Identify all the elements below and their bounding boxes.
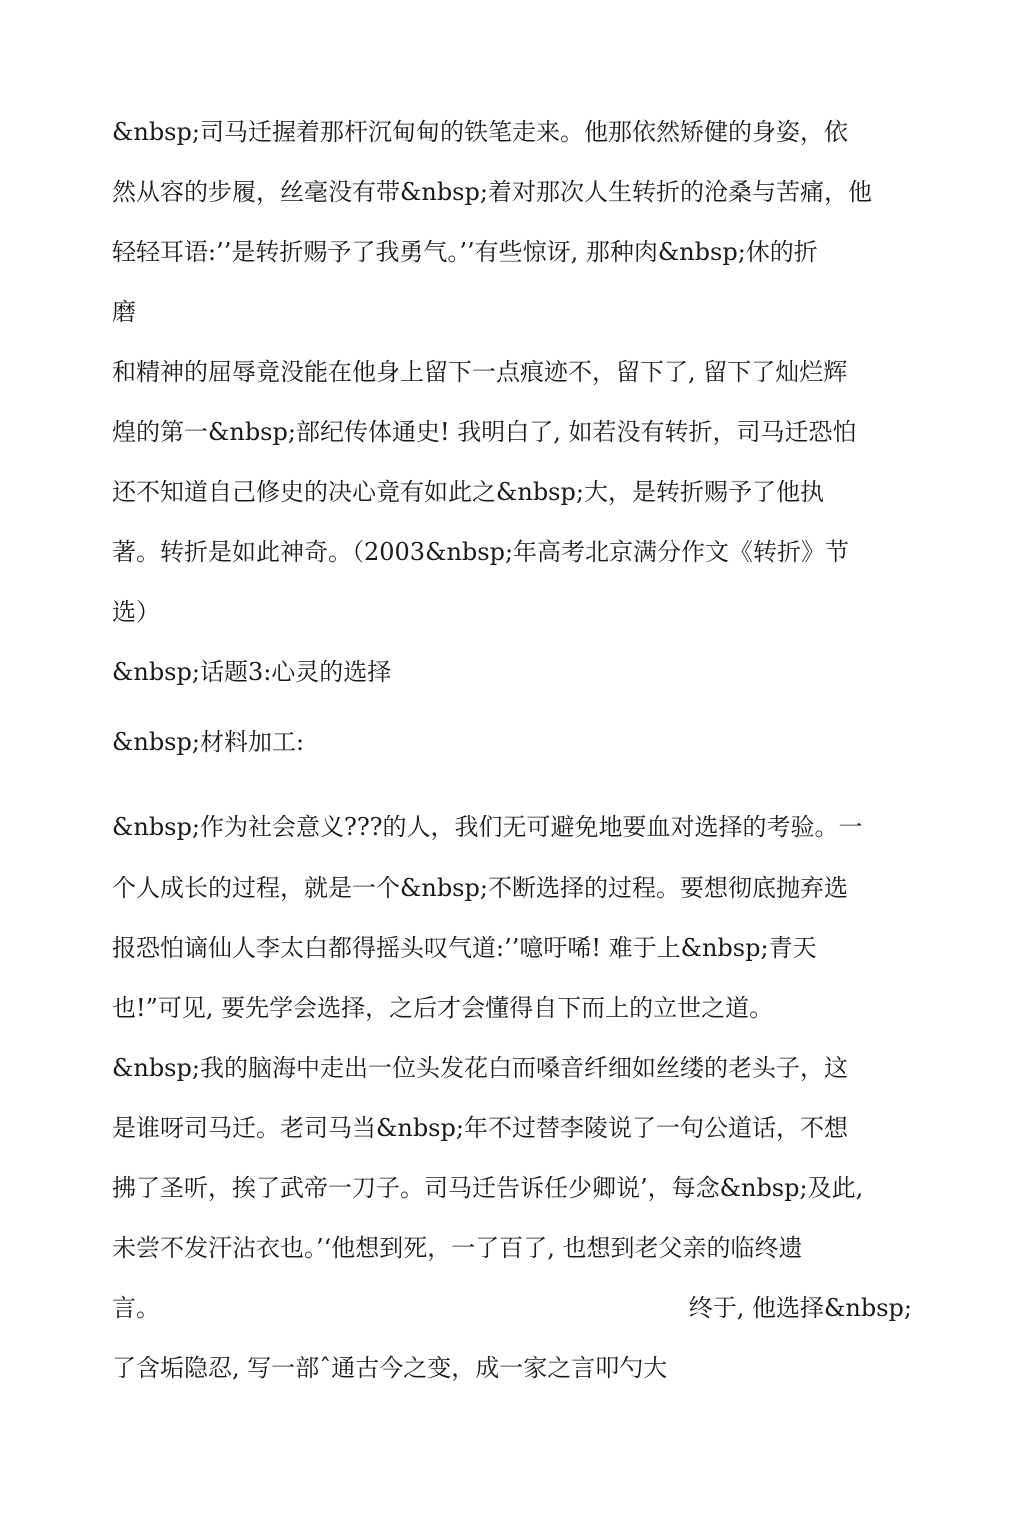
- text-line: 著。转折是如此神奇。（2003&nbsp;年高考北京满分作文《转折》节: [112, 538, 850, 566]
- text-line: 还不知道自己修史的决心竟有如此之&nbsp;大，是转折赐予了他执: [112, 478, 824, 506]
- topic-heading: &nbsp;话题3:心灵的选择: [112, 658, 392, 686]
- text-line: 个人成长的过程，就是一个&nbsp;不断选择的过程。要想彻底抛弃选: [112, 874, 848, 902]
- text-line: 磨: [112, 298, 136, 326]
- split-line-right: 终于, 他选择&nbsp;: [688, 1294, 912, 1322]
- text-line: 是谁呀司马迁。老司马当&nbsp;年不过替李陵说了一句公道话，不想: [112, 1114, 848, 1142]
- text-line: 轻轻耳语:’’是转折赐予了我勇气。’’有些惊讶, 那种肉&nbsp;休的折: [112, 238, 818, 266]
- text-line: &nbsp;司马迁握着那杆沉甸甸的铁笔走来。他那依然矫健的身姿，依: [112, 118, 848, 146]
- text-line: 然从容的步履，丝毫没有带&nbsp;着对那次人生转折的沧桑与苦痛，他: [112, 178, 872, 206]
- text-line: 也!”可见, 要先学会选择，之后才会懂得自下而上的立世之道。: [112, 994, 774, 1022]
- text-line: 拂了圣听，挨了武帝一刀子。司马迁告诉任少卿说’，每念&nbsp;及此,: [112, 1174, 864, 1202]
- text-line: &nbsp;作为社会意义???的人，我们无可避免地要血对选择的考验。一: [112, 813, 863, 841]
- text-line-split: [112, 1293, 912, 1323]
- split-line-left: 言。: [112, 1294, 160, 1322]
- text-line: 煌的第一&nbsp;部纪传体通史! 我明白了, 如若没有转折，司马迁恐怕: [112, 418, 857, 446]
- text-line: 报恐怕谪仙人李太白都得摇头叹气道:’’噫吁唏! 难于上&nbsp;青天: [112, 934, 817, 962]
- text-line: 了含垢隐忍, 写一部ˆ通古今之变，成一家之言叩勺大: [112, 1354, 668, 1382]
- text-line: 和精神的屈辱竟没能在他身上留下一点痕迹不，留下了, 留下了灿烂辉: [112, 358, 848, 386]
- section-heading: &nbsp;材料加工:: [112, 728, 305, 756]
- text-line: &nbsp;我的脑海中走出一位头发花白而嗓音纤细如丝缕的老头子，这: [112, 1054, 848, 1082]
- text-line: 选）: [112, 598, 160, 626]
- text-line: 未尝不发汗沾衣也。’‘他想到死，一了百了, 也想到老父亲的临终遗: [112, 1234, 803, 1262]
